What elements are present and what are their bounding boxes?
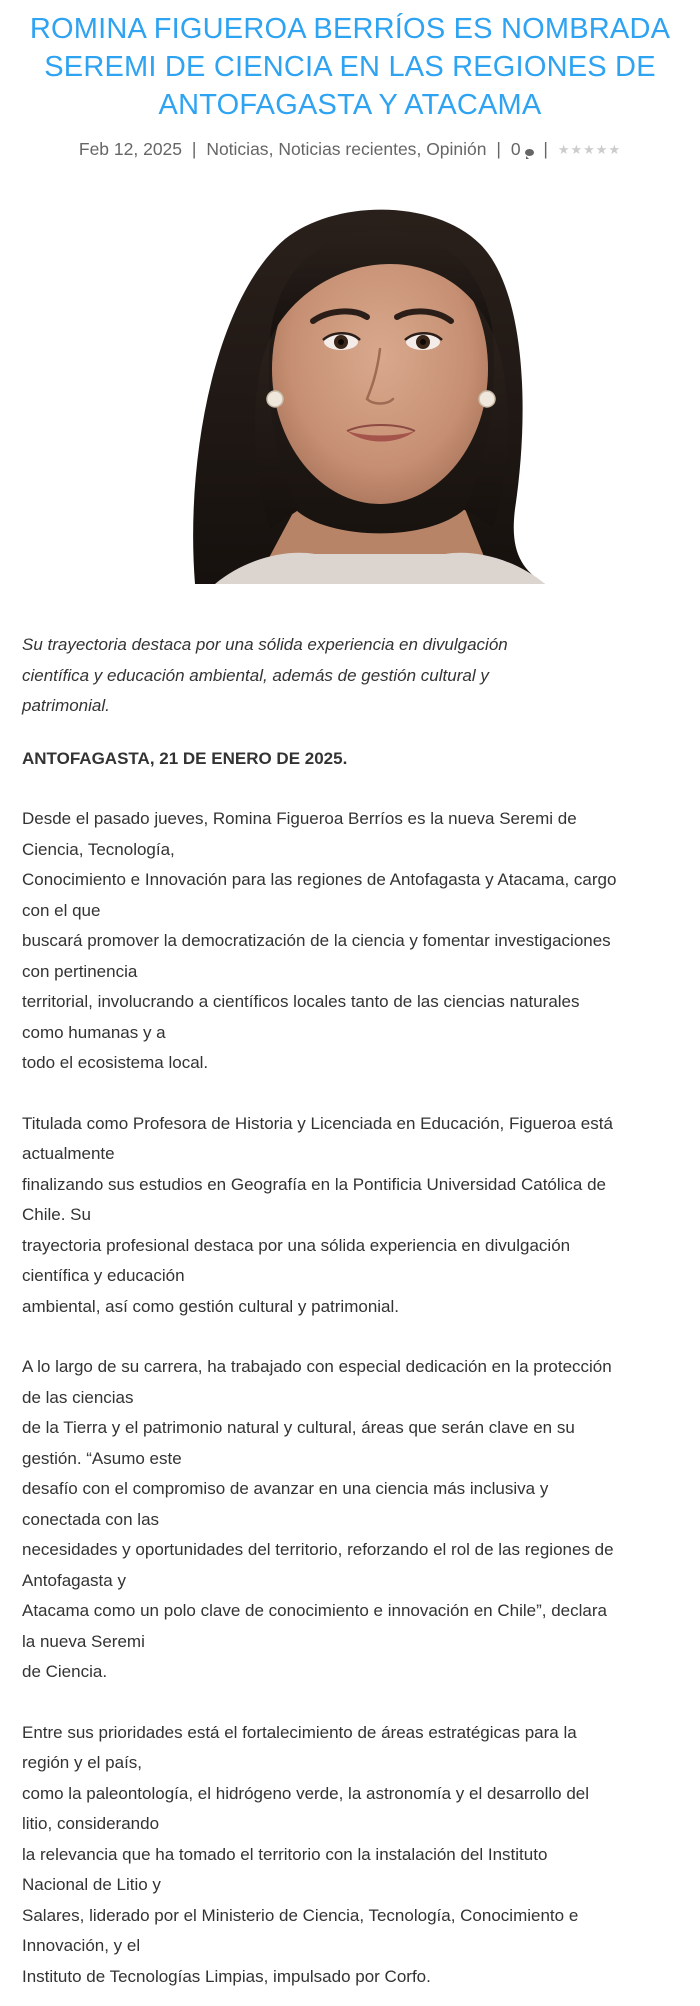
paragraph-line: conectada con las bbox=[22, 1509, 160, 1529]
paragraph-line: Atacama como un polo clave de conocimiento e innovación en Chile”, declara bbox=[22, 1601, 607, 1620]
paragraph-line: litio, considerando bbox=[22, 1814, 160, 1833]
post-meta bbox=[0, 136, 700, 164]
lead-line: Su trayectoria destaca por una sólida experiencia en divulgación bbox=[22, 635, 508, 654]
paragraph-line: finalizando sus estudios en Geografía en la Pontificia Universidad Católica de bbox=[22, 1174, 607, 1194]
paragraph-line: Desde el pasado jueves, Romina Figueroa Berríos es la nueva Seremi de bbox=[22, 809, 577, 828]
paragraph-line: Instituto de Tecnologías Limpias, impulsado por Corfo. bbox=[22, 1966, 431, 1986]
paragraph-line: Nacional de Litio y bbox=[22, 1875, 161, 1894]
paragraph-line: ambiental, así como gestión cultural y patrimonial. bbox=[22, 1296, 400, 1316]
paragraph-line: Entre sus prioridades está el fortalecimiento de áreas estratégicas para la bbox=[22, 1722, 577, 1742]
paragraph-line: de la Tierra y el patrimonio natural y cultural, áreas que serán clave en su bbox=[22, 1418, 575, 1437]
paragraph-line: con el que bbox=[22, 900, 101, 920]
paragraph-line: con pertinencia bbox=[22, 961, 138, 981]
paragraph-line: Ciencia, Tecnología, bbox=[22, 839, 175, 859]
paragraph-line: como humanas y a bbox=[22, 1022, 166, 1042]
lead-line: patrimonial. bbox=[22, 696, 110, 715]
meta-separator: | bbox=[543, 139, 548, 159]
rating-stars: ★★★★★ bbox=[557, 142, 622, 157]
category-separator: , bbox=[416, 139, 422, 159]
paragraph-line: trayectoria profesional destaca por una sólida experiencia en divulgación bbox=[22, 1235, 571, 1255]
portrait-photo bbox=[175, 209, 584, 584]
category-separator: , bbox=[268, 139, 274, 159]
category-link-noticias[interactable]: Noticias bbox=[206, 139, 269, 159]
meta-separator: | bbox=[191, 139, 197, 159]
paragraph-line: de Ciencia. bbox=[22, 1662, 108, 1681]
paragraph-line: de las ciencias bbox=[22, 1387, 134, 1407]
paragraph-line: actualmente bbox=[22, 1144, 115, 1163]
comment-icon bbox=[525, 149, 534, 156]
paragraph-line: territorial, involucrando a científicos locales tanto de las ciencias naturales bbox=[22, 992, 580, 1011]
paragraph-line: científica y educación bbox=[22, 1266, 185, 1285]
article-title: ROMINA FIGUEROA BERRÍOS ES NOMBRADA SEREMI DE CIENCIA EN LAS REGIONES DE ANTOFAGASTA Y ATACAMA bbox=[29, 13, 671, 121]
article-dateline: ANTOFAGASTA, 21 DE ENERO DE 2025. bbox=[22, 748, 348, 768]
article-paragraph-1 bbox=[22, 804, 682, 1079]
paragraph-line: A lo largo de su carrera, ha trabajado con especial dedicación en la protección bbox=[22, 1357, 612, 1376]
paragraph-line: la nueva Seremi bbox=[22, 1631, 145, 1651]
paragraph-line: Salares, liderado por el Ministerio de Ciencia, Tecnología, Conocimiento e bbox=[22, 1905, 579, 1925]
paragraph-line: región y el país, bbox=[22, 1753, 143, 1772]
category-link-opinion[interactable]: Opinión bbox=[426, 139, 487, 159]
paragraph-line: todo el ecosistema local. bbox=[22, 1053, 209, 1072]
paragraph-line: la relevancia que ha tomado el territorio con la instalación del Instituto bbox=[22, 1844, 548, 1864]
meta-separator: | bbox=[496, 139, 501, 159]
article-body bbox=[22, 630, 682, 1992]
article-lead bbox=[22, 630, 682, 722]
paragraph-line: Antofagasta y bbox=[22, 1570, 126, 1590]
article-paragraph-2 bbox=[22, 1109, 682, 1323]
paragraph-line: desafío con el compromiso de avanzar en una ciencia más inclusiva y bbox=[22, 1479, 549, 1498]
paragraph-line: necesidades y oportunidades del territorio, reforzando el rol de las regiones de bbox=[22, 1540, 614, 1559]
paragraph-line: Innovación, y el bbox=[22, 1936, 141, 1955]
paragraph-line: buscará promover la democratización de la ciencia y fomentar investigaciones bbox=[22, 931, 611, 950]
article-paragraph-4 bbox=[22, 1718, 682, 1993]
lead-line: científica y educación ambiental, además de gestión cultural y bbox=[22, 665, 489, 685]
paragraph-line: como la paleontología, el hidrógeno verde, la astronomía y el desarrollo del bbox=[22, 1783, 590, 1803]
portrait-illustration bbox=[175, 209, 584, 584]
paragraph-line: Chile. Su bbox=[22, 1205, 91, 1224]
comment-count: 0 bbox=[510, 139, 521, 159]
article-paragraph-3 bbox=[22, 1352, 682, 1688]
category-link-noticias-recientes[interactable]: Noticias recientes bbox=[278, 139, 417, 159]
paragraph-line: gestión. “Asumo este bbox=[22, 1448, 182, 1468]
paragraph-line: Titulada como Profesora de Historia y Licenciada en Educación, Figueroa está bbox=[22, 1113, 613, 1133]
paragraph-line: Conocimiento e Innovación para las regiones de Antofagasta y Atacama, cargo bbox=[22, 870, 617, 889]
comments-link[interactable] bbox=[511, 139, 534, 159]
post-date: Feb 12, 2025 bbox=[78, 139, 183, 159]
